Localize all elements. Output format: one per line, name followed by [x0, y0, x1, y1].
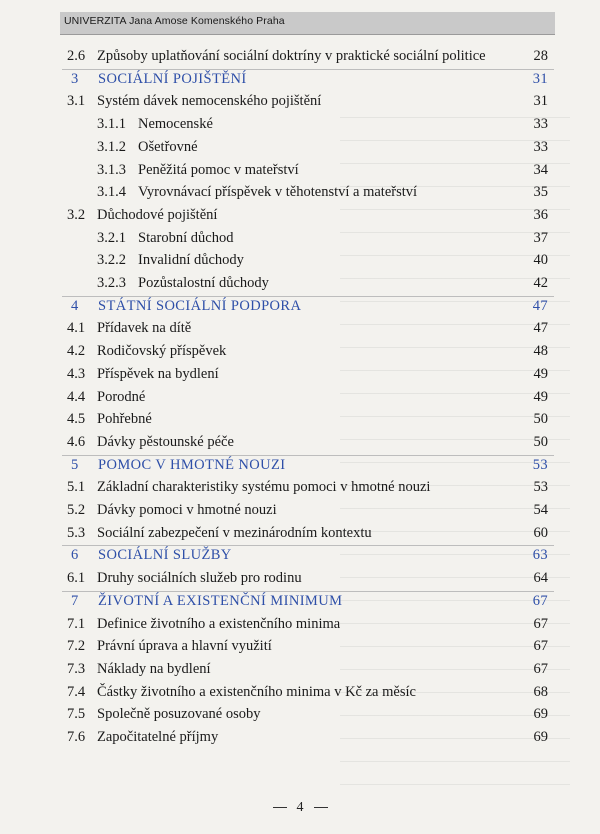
toc-entry-number: 2.6 [67, 48, 86, 64]
toc-entry-title: Společně posuzované osoby [97, 706, 261, 723]
toc-entry-row[interactable] [0, 635, 600, 657]
toc-entry-row[interactable] [0, 113, 600, 135]
toc-entry-number: 5.3 [67, 524, 86, 541]
toc-entry-title: Základní charakteristiky systému pomoci v hmotné nouzi [97, 479, 431, 496]
toc-entry-title: Právní úprava a hlavní využití [97, 638, 272, 655]
toc-entry-row[interactable] [0, 681, 600, 703]
toc-entry-page: 69 [533, 706, 548, 723]
toc-entry-title: Příspěvek na bydlení [97, 365, 219, 382]
toc-entry-row[interactable] [0, 522, 600, 544]
toc-entry-title: Pozůstalostní důchody [138, 275, 269, 291]
toc-entry-page: 69 [533, 729, 548, 745]
toc-entry-row[interactable] [0, 476, 600, 498]
toc-entry-title: Ošetřovné [138, 138, 198, 155]
toc-entry-number: 4.3 [67, 365, 86, 382]
page-footer [0, 800, 600, 816]
toc-entry-number: 6.1 [67, 570, 86, 587]
toc-entry-title: SOCIÁLNÍ SLUŽBY [98, 547, 232, 564]
toc-entry-page: 53 [533, 479, 548, 496]
toc-entry-title: Přídavek na dítě [97, 320, 192, 337]
toc-chapter-row[interactable] [0, 454, 600, 476]
toc-entry-row[interactable] [0, 249, 600, 271]
toc-entry-title: POMOC V HMOTNÉ NOUZI [98, 456, 286, 473]
toc-entry-row[interactable] [0, 181, 600, 203]
toc-entry-title: Porodné [97, 388, 146, 405]
toc-chapter-row[interactable] [0, 590, 600, 612]
toc-entry-row[interactable] [0, 227, 600, 249]
toc-entry-number: 3.1.1 [97, 116, 126, 133]
toc-entry-page: 31 [533, 93, 548, 110]
toc-entry-page: 50 [533, 411, 548, 428]
footer-dash-right [314, 807, 328, 808]
toc-entry-number: 5 [71, 456, 79, 473]
toc-entry-number: 4.4 [67, 388, 86, 405]
toc-chapter-row[interactable] [0, 295, 600, 317]
toc-entry-number: 7 [71, 592, 79, 609]
toc-entry-title: Dávky pěstounské péče [97, 433, 234, 450]
toc-entry-number: 3.2.1 [97, 229, 126, 246]
toc-entry-page: 28 [533, 48, 548, 64]
toc-entry-page: 68 [533, 683, 548, 700]
toc-entry-row[interactable] [0, 613, 600, 635]
toc-entry-page: 53 [532, 456, 548, 473]
toc-entry-title: Druhy sociálních služeb pro rodinu [97, 570, 302, 587]
toc-entry-number: 7.4 [67, 683, 86, 700]
toc-entry-page: 54 [533, 502, 548, 518]
toc-entry-row[interactable] [0, 567, 600, 589]
toc-entry-page: 49 [533, 365, 548, 382]
toc-entry-row[interactable] [0, 159, 600, 181]
toc-entry-title: Vyrovnávací příspěvek v těhotenství a mateřství [138, 184, 418, 201]
toc-entry-number: 4.1 [67, 320, 86, 337]
toc-entry-row[interactable] [0, 726, 600, 748]
toc-entry-title: Započitatelné příjmy [97, 729, 219, 745]
toc-entry-number: 3.2 [67, 206, 86, 223]
toc-entry-number: 4.5 [67, 411, 86, 428]
toc-entry-number: 3.2.3 [97, 275, 126, 291]
toc-entry-page: 49 [533, 388, 548, 405]
toc-entry-number: 4 [71, 297, 79, 314]
toc-entry-row[interactable] [0, 703, 600, 725]
toc-entry-row[interactable] [0, 90, 600, 112]
toc-entry-number: 4.2 [67, 343, 86, 360]
toc-entry-number: 3 [71, 70, 79, 87]
toc-entry-page: 37 [533, 229, 548, 246]
toc-entry-page: 33 [533, 116, 548, 133]
toc-entry-page: 40 [533, 252, 548, 269]
toc-entry-title: Starobní důchod [138, 229, 234, 246]
toc-entry-row[interactable] [0, 431, 600, 453]
toc-entry-number: 6 [71, 547, 79, 564]
toc-entry-title: ŽIVOTNÍ A EXISTENČNÍ MINIMUM [98, 592, 343, 609]
toc-entry-row[interactable] [0, 204, 600, 226]
toc-entry-row[interactable] [0, 272, 600, 294]
toc-entry-page: 67 [532, 592, 548, 609]
toc-entry-number: 3.1.2 [97, 138, 126, 155]
toc-entry-title: Důchodové pojištění [97, 206, 218, 223]
toc-entry-title: Rodičovský příspěvek [97, 343, 227, 360]
toc-entry-row[interactable] [0, 340, 600, 362]
toc-chapter-row[interactable] [0, 68, 600, 90]
toc-entry-title: Částky životního a existenčního minima v Kč za měsíc [97, 683, 416, 700]
toc-entry-number: 4.6 [67, 433, 86, 450]
toc-entry-number: 5.2 [67, 502, 86, 518]
toc-entry-page: 60 [533, 524, 548, 541]
toc-entry-page: 50 [533, 433, 548, 450]
toc-entry-title: Nemocenské [138, 116, 213, 133]
toc-chapter-row[interactable] [0, 544, 600, 566]
toc-entry-row[interactable] [0, 363, 600, 385]
toc-entry-number: 3.1.3 [97, 161, 126, 178]
toc-entry-row[interactable] [0, 386, 600, 408]
toc-entry-page: 36 [533, 206, 548, 223]
toc-entry-number: 7.3 [67, 660, 86, 677]
toc-entry-title: Definice životního a existenčního minima [97, 615, 341, 632]
page-number: 4 [296, 800, 304, 815]
toc-entry-title: Systém dávek nemocenského pojištění [97, 93, 322, 110]
toc-entry-page: 64 [533, 570, 548, 587]
toc-entry-row[interactable] [0, 499, 600, 521]
toc-entry-page: 63 [532, 547, 548, 564]
toc-entry-number: 3.1.4 [97, 184, 126, 201]
toc-entry-title: Náklady na bydlení [97, 660, 211, 677]
toc-entry-number: 3.2.2 [97, 252, 126, 269]
toc-entry-row[interactable] [0, 45, 600, 67]
toc-entry-page: 31 [532, 70, 548, 87]
toc-entry-number: 7.6 [67, 729, 86, 745]
header-text: UNIVERZITA Jana Amose Komenského Praha [64, 15, 285, 27]
toc-entry-row[interactable] [0, 317, 600, 339]
toc-entry-page: 33 [533, 138, 548, 155]
toc-entry-number: 7.1 [67, 615, 86, 632]
toc-entry-title: Peněžitá pomoc v mateřství [138, 161, 299, 178]
toc-entry-title: Pohřebné [97, 411, 152, 428]
toc-entry-title: STÁTNÍ SOCIÁLNÍ PODPORA [98, 297, 302, 314]
toc-entry-page: 34 [533, 161, 548, 178]
toc-entry-title: Způsoby uplatňování sociální doktríny v praktické sociální politice [97, 48, 486, 64]
toc-entry-page: 67 [533, 638, 548, 655]
toc-entry-row[interactable] [0, 658, 600, 680]
toc-entry-title: Invalidní důchody [138, 252, 244, 269]
toc-entry-title: Dávky pomoci v hmotné nouzi [97, 502, 277, 518]
toc-entry-page: 48 [533, 343, 548, 360]
toc-entry-number: 3.1 [67, 93, 86, 110]
footer-dash-left [273, 807, 287, 808]
toc-entry-page: 42 [533, 275, 548, 291]
toc-entry-title: SOCIÁLNÍ POJIŠTĚNÍ [98, 70, 247, 87]
toc-entry-number: 7.2 [67, 638, 86, 655]
toc-entry-page: 67 [533, 660, 548, 677]
toc-entry-page: 47 [532, 297, 548, 314]
toc-entry-row[interactable] [0, 408, 600, 430]
running-header [60, 12, 555, 35]
toc-entry-page: 67 [533, 615, 548, 632]
toc-entry-number: 5.1 [67, 479, 86, 496]
toc-entry-title: Sociální zabezpečení v mezinárodním kontextu [97, 524, 372, 541]
toc-entry-page: 35 [533, 184, 548, 201]
toc-entry-page: 47 [533, 320, 548, 337]
toc-entry-number: 7.5 [67, 706, 86, 723]
toc-entry-row[interactable] [0, 136, 600, 158]
